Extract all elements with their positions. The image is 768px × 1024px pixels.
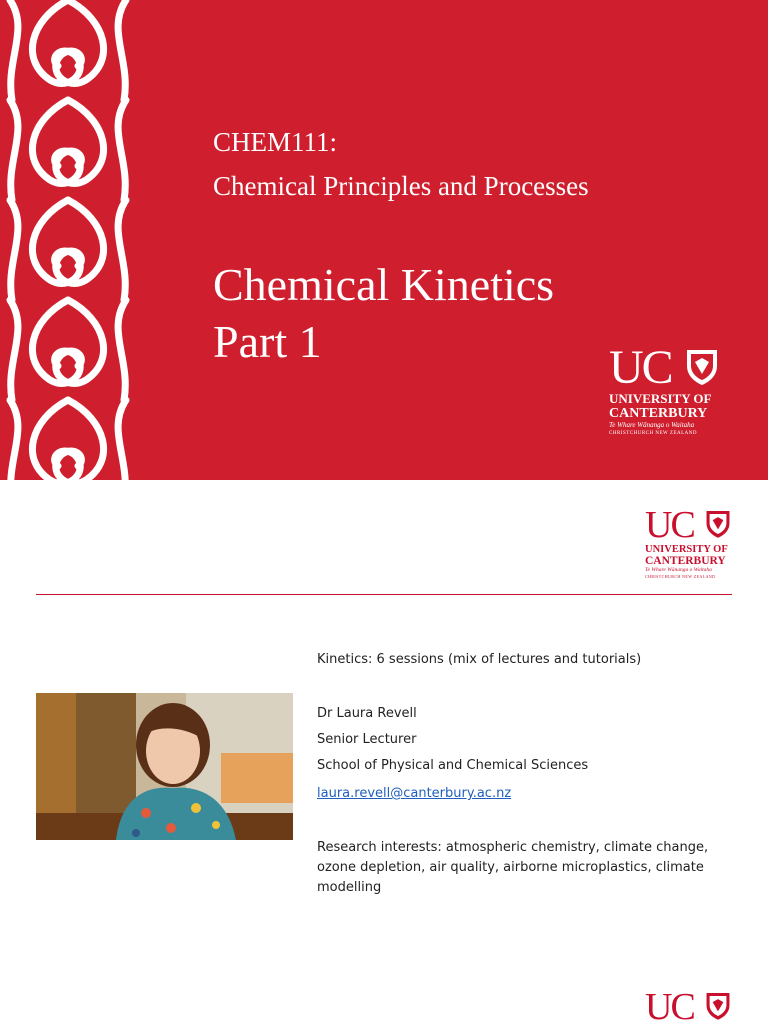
research-line-3: modelling: [317, 880, 382, 895]
logo-line-2: CANTERBURY: [645, 555, 726, 567]
logo-mark: UC: [645, 504, 694, 546]
title-slide: [0, 0, 768, 480]
title-line-1: Chemical Kinetics: [213, 259, 555, 310]
sessions-text: Kinetics: 6 sessions (mix of lectures and tutorials): [317, 652, 642, 667]
lecture-title: [213, 256, 554, 370]
crest-icon: [705, 991, 731, 1021]
lecturer-photo: [36, 693, 293, 840]
email-link[interactable]: laura.revell@canterbury.ac.nz: [317, 786, 512, 801]
logo-city: CHRISTCHURCH NEW ZEALAND: [609, 431, 698, 436]
lecturer-slide: [0, 480, 768, 1024]
kowhaiwhai-pattern: [0, 0, 136, 480]
header-divider: [36, 594, 732, 595]
logo-maori: Te Whare Wānanga o Waitaha: [609, 421, 695, 429]
lecturer-school: School of Physical and Chemical Sciences: [317, 758, 589, 773]
crest-icon: [705, 509, 731, 539]
logo-line-1: UNIVERSITY OF: [645, 544, 728, 555]
logo-mark: UC: [609, 341, 672, 394]
research-line-1: Research interests: atmospheric chemistry, climate change,: [317, 840, 709, 855]
uc-logo: [609, 341, 721, 437]
course-code: CHEM111:: [213, 127, 338, 157]
research-line-2: ozone depletion, air quality, airborne microplastics, climate: [317, 860, 704, 875]
lecturer-position: Senior Lecturer: [317, 732, 417, 747]
lecturer-name: Dr Laura Revell: [317, 706, 417, 721]
crest-icon: [685, 348, 719, 386]
logo-line-1: UNIVERSITY OF: [609, 391, 712, 406]
uc-logo-next-slide: [645, 988, 735, 1024]
research-interests: [317, 838, 708, 898]
logo-maori: Te Whare Wānanga o Waitaha: [645, 567, 712, 573]
logo-city: CHRISTCHURCH NEW ZEALAND: [645, 574, 716, 579]
course-heading: [213, 120, 589, 208]
logo-line-2: CANTERBURY: [609, 406, 708, 421]
title-line-2: Part 1: [213, 316, 322, 367]
uc-logo-small: [645, 506, 735, 579]
course-name: Chemical Principles and Processes: [213, 171, 589, 201]
logo-mark: UC: [645, 986, 694, 1024]
